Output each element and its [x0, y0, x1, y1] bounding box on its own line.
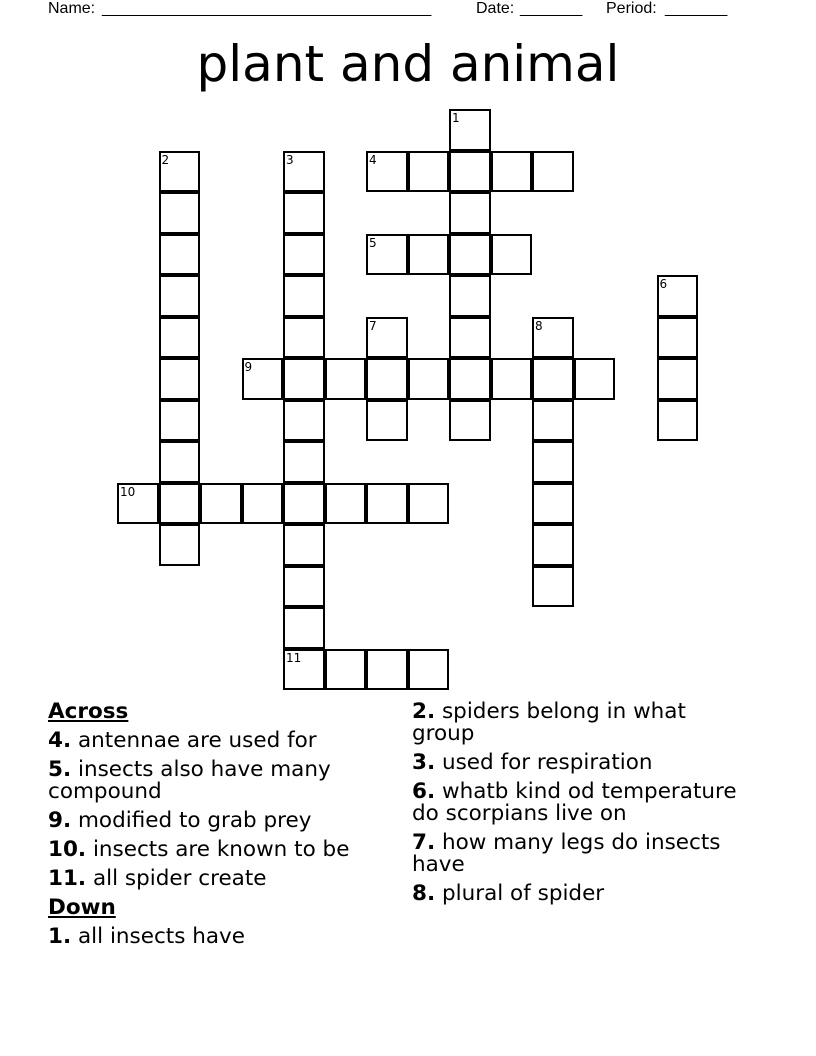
grid-cell[interactable]	[159, 441, 201, 483]
clue-number: 3.	[412, 750, 436, 775]
period-label: Period:	[606, 0, 657, 17]
grid-cell[interactable]	[532, 566, 574, 608]
grid-cell[interactable]	[283, 400, 325, 442]
grid-cell[interactable]	[283, 192, 325, 234]
clue-number: 11.	[48, 866, 87, 891]
grid-cell[interactable]	[532, 524, 574, 566]
grid-cell[interactable]	[283, 524, 325, 566]
clue-number: 10.	[48, 837, 87, 862]
grid-cell[interactable]	[449, 234, 491, 276]
grid-cell[interactable]	[366, 483, 408, 525]
cell-number: 7	[369, 318, 377, 333]
clue-across-11	[48, 868, 398, 890]
grid-cell[interactable]	[242, 483, 284, 525]
cell-number: 4	[369, 152, 377, 167]
grid-cell[interactable]	[449, 275, 491, 317]
cell-number: 9	[244, 360, 253, 374]
clue-down-8	[412, 883, 742, 905]
clue-down-6	[412, 781, 742, 825]
cell-number: 6	[659, 277, 668, 291]
clue-text: plural of spider	[441, 881, 605, 906]
clue-down-7	[412, 832, 742, 876]
clue-text: how many legs do insects have	[412, 830, 721, 877]
clue-across-9	[48, 810, 398, 832]
clue-number: 5.	[48, 757, 72, 782]
clue-text: antennae are used for	[77, 728, 317, 753]
grid-cell[interactable]	[657, 317, 699, 359]
grid-cell[interactable]	[491, 234, 533, 276]
grid-cell[interactable]	[449, 151, 491, 193]
grid-cell[interactable]	[657, 400, 699, 442]
grid-cell[interactable]	[491, 358, 533, 400]
grid-cell[interactable]	[408, 151, 450, 193]
grid-cell[interactable]	[408, 234, 450, 276]
clue-text: all spider create	[92, 866, 267, 891]
clue-text: used for respiration	[441, 750, 653, 775]
grid-cell[interactable]	[491, 151, 533, 193]
name-blank[interactable]: _____________________________________	[102, 0, 432, 17]
grid-cell[interactable]	[325, 358, 367, 400]
name-label: Name:	[48, 0, 96, 17]
clue-across-5	[48, 759, 398, 803]
grid-cell[interactable]	[449, 400, 491, 442]
cell-number: 3	[286, 152, 294, 167]
grid-cell[interactable]	[532, 358, 574, 400]
clue-text: whatb kind od temperature do scorpians live on	[412, 779, 737, 826]
grid-cell[interactable]	[159, 483, 201, 525]
clue-column-right	[412, 701, 742, 912]
grid-cell[interactable]	[159, 192, 201, 234]
grid-cell[interactable]	[159, 524, 201, 566]
cell-number: 5	[369, 235, 377, 250]
grid-cell[interactable]	[408, 649, 450, 691]
clue-column-left	[48, 701, 398, 955]
grid-cell[interactable]	[449, 358, 491, 400]
cell-number: 8	[535, 318, 543, 333]
clue-down-2	[412, 701, 742, 745]
clue-number: 1.	[48, 924, 72, 949]
grid-cell[interactable]	[283, 566, 325, 608]
grid-cell[interactable]	[574, 358, 616, 400]
clue-across-10	[48, 839, 398, 861]
grid-cell[interactable]	[283, 317, 325, 359]
grid-cell[interactable]	[283, 607, 325, 649]
grid-cell[interactable]	[325, 483, 367, 525]
grid-cell[interactable]	[159, 358, 201, 400]
clue-text: modified to grab prey	[77, 808, 312, 833]
grid-cell[interactable]	[532, 400, 574, 442]
grid-cell[interactable]	[408, 483, 450, 525]
grid-cell[interactable]	[200, 483, 242, 525]
grid-cell[interactable]	[532, 151, 574, 193]
page-title: plant and animal	[196, 35, 620, 93]
grid-cell[interactable]	[159, 275, 201, 317]
grid-cell[interactable]	[283, 483, 325, 525]
date-blank[interactable]: _______	[520, 0, 583, 17]
grid-cell[interactable]	[408, 358, 450, 400]
grid-cell[interactable]	[159, 317, 201, 359]
grid-cell[interactable]	[532, 483, 574, 525]
clue-number: 8.	[412, 881, 436, 906]
cell-number: 2	[161, 152, 170, 167]
down-heading: Down	[48, 895, 116, 920]
cell-number: 1	[452, 111, 460, 125]
clue-down-3	[412, 752, 742, 774]
grid-cell[interactable]	[283, 275, 325, 317]
clue-text: insects also have many compound	[48, 757, 331, 804]
grid-cell[interactable]	[532, 441, 574, 483]
date-label: Date:	[476, 0, 515, 17]
clue-text: all insects have	[77, 924, 246, 949]
cell-number: 10	[120, 484, 136, 499]
grid-cell[interactable]	[449, 317, 491, 359]
clue-number: 7.	[412, 830, 436, 855]
grid-cell[interactable]	[366, 358, 408, 400]
clue-number: 2.	[412, 699, 436, 724]
clue-text: insects are known to be	[92, 837, 350, 862]
grid-cell[interactable]	[283, 234, 325, 276]
grid-cell[interactable]	[657, 358, 699, 400]
across-heading: Across	[48, 699, 129, 724]
grid-cell[interactable]	[283, 441, 325, 483]
clue-number: 9.	[48, 808, 72, 833]
grid-cell[interactable]	[159, 400, 201, 442]
clue-down-1	[48, 926, 398, 948]
clue-number: 4.	[48, 728, 72, 753]
grid-cell[interactable]	[159, 234, 201, 276]
clue-across-4	[48, 730, 398, 752]
clue-number: 6.	[412, 779, 436, 804]
clue-text: spiders belong in what group	[412, 699, 686, 746]
grid-cell[interactable]	[366, 649, 408, 691]
grid-cell[interactable]	[366, 400, 408, 442]
grid-cell[interactable]	[283, 358, 325, 400]
grid-cell[interactable]	[449, 192, 491, 234]
cell-number: 11	[286, 650, 302, 665]
period-blank[interactable]: _______	[665, 0, 728, 17]
grid-cell[interactable]	[325, 649, 367, 691]
